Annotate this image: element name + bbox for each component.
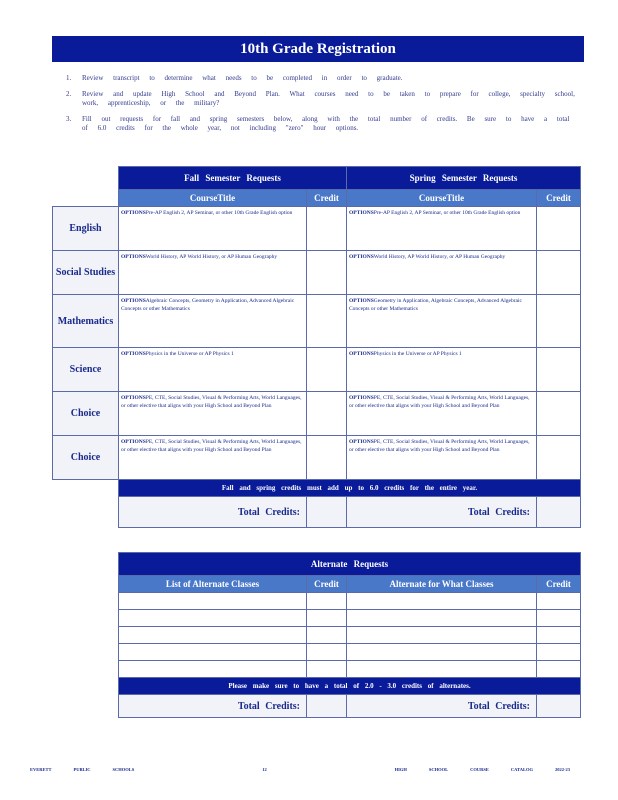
options-text: World History, AP World History, or AP Human Geography — [145, 254, 278, 260]
options-text: Physics in the Universe or AP Physics 1 — [145, 351, 234, 357]
instruction-number: 3. — [66, 115, 72, 123]
fall-credit-input[interactable] — [307, 207, 347, 251]
options-prefix: OPTIONS — [349, 210, 374, 216]
instruction-item — [66, 115, 576, 133]
table-row — [119, 661, 581, 678]
instructions-list — [66, 74, 576, 140]
alternate-credit-input[interactable] — [537, 593, 581, 610]
alternate-requests-header: Alternate Requests — [119, 553, 581, 576]
alternate-list-header: List of Alternate Classes — [119, 576, 307, 593]
options-prefix: OPTIONS — [349, 439, 374, 445]
alternate-class-input[interactable] — [119, 627, 307, 644]
table-row — [53, 207, 581, 251]
options-text: Pre-AP English 2, AP Seminar, or other 10th Grade English option — [373, 210, 521, 216]
alternate-credit-input[interactable] — [307, 627, 347, 644]
footer-text: COURSE — [470, 767, 489, 772]
options-text: Geometry in Application, Algebraic Concepts, Advanced Algebraic Concepts or other Mathematics — [349, 298, 522, 312]
alternate-list-total-label: Total Credits: — [119, 695, 307, 718]
spring-total-credits-label: Total Credits: — [347, 497, 537, 528]
footer-text: SCHOOLS — [112, 767, 135, 772]
footer-text: SCHOOL — [428, 767, 449, 772]
alternate-for-input[interactable] — [347, 661, 537, 678]
instruction-text: Review transcript to determine what needs to be completed in order to graduate. — [82, 74, 403, 82]
options-prefix: OPTIONS — [349, 351, 374, 357]
spring-course-input[interactable] — [347, 207, 537, 251]
page-number: 12 — [262, 767, 267, 772]
spring-credit-input[interactable] — [537, 348, 581, 392]
options-text: Algebraic Concepts, Geometry in Application, Advanced Algebraic Concepts or other Mathematics — [121, 298, 295, 312]
subject-label: English — [53, 207, 119, 251]
options-text: PE, CTE, Social Studies, Visual & Performing Arts, World Languages, or other elective that aligns with your High School and Beyond Plan — [349, 439, 530, 453]
alternate-credit-header: Credit — [307, 576, 347, 593]
instruction-text: Review and update High School and Beyond Plan. What courses need to be taken to prepare for college, specialty school, work, apprenticeship, or the military? — [82, 90, 575, 107]
alternate-credit-input[interactable] — [537, 610, 581, 627]
options-prefix: OPTIONS — [121, 298, 146, 304]
fall-credit-input[interactable] — [307, 392, 347, 436]
table-row — [119, 627, 581, 644]
footer-text: HIGH — [394, 767, 407, 772]
fall-semester-header: Fall Semester Requests — [119, 167, 347, 190]
alternate-credit-header: Credit — [537, 576, 581, 593]
fall-credit-input[interactable] — [307, 295, 347, 348]
options-prefix: OPTIONS — [121, 439, 146, 445]
alternate-for-input[interactable] — [347, 610, 537, 627]
fall-course-input[interactable] — [119, 392, 307, 436]
spring-credit-input[interactable] — [537, 295, 581, 348]
footer-text: EVERETT — [30, 767, 52, 772]
footer-right — [395, 767, 570, 772]
table-row — [53, 295, 581, 348]
alternate-for-total-input[interactable] — [537, 695, 581, 718]
corner-blank — [53, 167, 119, 190]
options-text: PE, CTE, Social Studies, Visual & Performing Arts, World Languages, or other elective that aligns with your High School and Beyond Plan — [349, 395, 530, 409]
options-text: Physics in the Universe or AP Physics 1 — [373, 351, 462, 357]
fall-credit-input[interactable] — [307, 436, 347, 480]
corner-blank — [53, 497, 119, 528]
alternate-credit-input[interactable] — [307, 644, 347, 661]
alternate-list-total-input[interactable] — [307, 695, 347, 718]
spring-course-input[interactable] — [347, 436, 537, 480]
options-text: Pre-AP English 2, AP Seminar, or other 10th Grade English option — [145, 210, 293, 216]
footer-left — [30, 767, 134, 772]
table-row — [119, 644, 581, 661]
options-prefix: OPTIONS — [121, 395, 146, 401]
corner-blank — [53, 190, 119, 207]
fall-total-credits-label: Total Credits: — [119, 497, 307, 528]
spring-credit-input[interactable] — [537, 251, 581, 295]
fall-credit-input[interactable] — [307, 251, 347, 295]
fall-total-credits-input[interactable] — [307, 497, 347, 528]
subject-label: Choice — [53, 392, 119, 436]
table-row — [119, 610, 581, 627]
spring-credit-header: Credit — [537, 190, 581, 207]
table-row — [53, 392, 581, 436]
alternate-credit-input[interactable] — [537, 644, 581, 661]
fall-credit-input[interactable] — [307, 348, 347, 392]
alternate-credit-input[interactable] — [307, 661, 347, 678]
subject-label: Mathematics — [53, 295, 119, 348]
credits-note: Fall and spring credits must add up to 6.0 credits for the entire year. — [119, 480, 581, 497]
options-prefix: OPTIONS — [121, 351, 146, 357]
spring-course-input[interactable] — [347, 251, 537, 295]
options-prefix: OPTIONS — [121, 210, 146, 216]
alternates-note: Please make sure to have a total of 2.0 - 3.0 credits of alternates. — [119, 678, 581, 695]
footer-text: 2022-23 — [555, 767, 570, 772]
footer-text: PUBLIC — [73, 767, 91, 772]
alternate-for-input[interactable] — [347, 593, 537, 610]
fall-course-title-header: CourseTitle — [119, 190, 307, 207]
alternate-class-input[interactable] — [119, 610, 307, 627]
corner-blank — [53, 480, 119, 497]
instruction-item — [66, 74, 576, 83]
instruction-number: 1. — [66, 74, 72, 82]
options-text: World History, AP World History, or AP Human Geography — [373, 254, 506, 260]
page-title: 10th Grade Registration — [52, 36, 584, 62]
spring-course-input[interactable] — [347, 392, 537, 436]
options-prefix: OPTIONS — [349, 395, 374, 401]
alternate-credit-input[interactable] — [537, 661, 581, 678]
spring-total-credits-input[interactable] — [537, 497, 581, 528]
options-text: PE, CTE, Social Studies, Visual & Performing Arts, World Languages, or other elective that aligns with your High School and Beyond Plan — [121, 439, 302, 453]
alternate-class-input[interactable] — [119, 593, 307, 610]
table-row — [53, 348, 581, 392]
fall-credit-header: Credit — [307, 190, 347, 207]
alternate-for-input[interactable] — [347, 644, 537, 661]
alternate-for-header: Alternate for What Classes — [347, 576, 537, 593]
alternate-requests-table — [118, 552, 581, 718]
spring-credit-input[interactable] — [537, 207, 581, 251]
table-row — [119, 593, 581, 610]
subject-label: Social Studies — [53, 251, 119, 295]
alternate-for-total-label: Total Credits: — [347, 695, 537, 718]
alternate-class-input[interactable] — [119, 644, 307, 661]
fall-course-input[interactable] — [119, 348, 307, 392]
page-footer — [30, 767, 570, 772]
alternate-credit-input[interactable] — [537, 627, 581, 644]
semester-requests-table — [52, 166, 581, 528]
options-prefix: OPTIONS — [121, 254, 146, 260]
instruction-item — [66, 90, 576, 108]
spring-course-title-header: CourseTitle — [347, 190, 537, 207]
alternate-credit-input[interactable] — [307, 593, 347, 610]
alternate-class-input[interactable] — [119, 661, 307, 678]
options-prefix: OPTIONS — [349, 254, 374, 260]
spring-course-input[interactable] — [347, 348, 537, 392]
fall-course-input[interactable] — [119, 207, 307, 251]
instruction-number: 2. — [66, 90, 72, 98]
subject-label: Choice — [53, 436, 119, 480]
table-row — [53, 251, 581, 295]
fall-course-input[interactable] — [119, 436, 307, 480]
table-row — [53, 436, 581, 480]
spring-credit-input[interactable] — [537, 392, 581, 436]
alternate-for-input[interactable] — [347, 627, 537, 644]
footer-text: CATALOG — [510, 767, 533, 772]
alternate-credit-input[interactable] — [307, 610, 347, 627]
instruction-text: Fill out requests for fall and spring semesters below, along with the total number of credits. Be sure to have a total of 6.0 credits for the whole year, not including "zero" hour options. — [82, 115, 570, 132]
fall-course-input[interactable] — [119, 295, 307, 348]
fall-course-input[interactable] — [119, 251, 307, 295]
subject-label: Science — [53, 348, 119, 392]
options-text: PE, CTE, Social Studies, Visual & Performing Arts, World Languages, or other elective that aligns with your High School and Beyond Plan — [121, 395, 302, 409]
spring-course-input[interactable] — [347, 295, 537, 348]
spring-semester-header: Spring Semester Requests — [347, 167, 581, 190]
options-prefix: OPTIONS — [349, 298, 374, 304]
spring-credit-input[interactable] — [537, 436, 581, 480]
